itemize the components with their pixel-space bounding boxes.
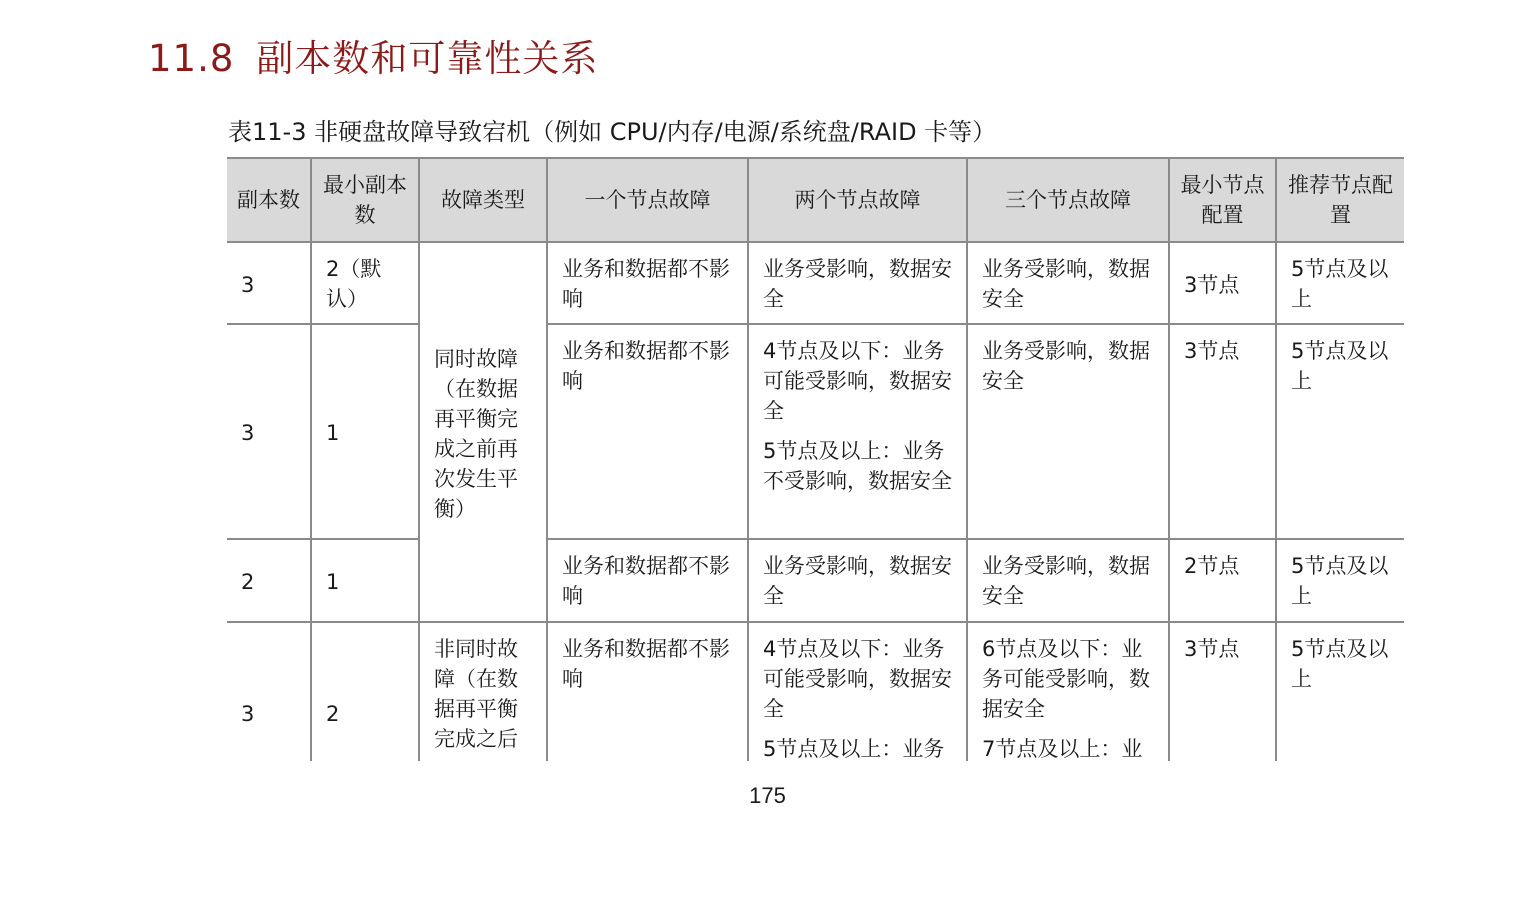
one-node-cell: 业务和数据都不影响 — [547, 242, 748, 324]
three-nodes-cell — [967, 622, 1169, 761]
header-cell: 一个节点故障 — [547, 158, 748, 242]
three-nodes-cell — [967, 242, 1169, 324]
table-caption: 表11-3 非硬盘故障导致宕机（例如 CPU/内存/电源/系统盘/RAID 卡等） — [228, 118, 997, 146]
fault-type-cell: 非同时故障（在数据再平衡完成之后 — [419, 622, 547, 761]
min-replicas-cell: 1 — [311, 324, 419, 539]
one-node-cell: 业务和数据都不影响 — [547, 539, 748, 622]
header-cell: 三个节点故障 — [967, 158, 1169, 242]
min-replicas-cell: 2 — [311, 622, 419, 761]
two-nodes-text: 4节点及以下：业务可能受影响，数据安全 — [763, 637, 952, 721]
min-config-cell: 3节点 — [1169, 242, 1276, 324]
three-nodes-cell — [967, 324, 1169, 539]
header-cell: 两个节点故障 — [748, 158, 967, 242]
section-number: 11.8 — [148, 37, 235, 80]
two-nodes-cell — [748, 324, 967, 539]
section-heading — [148, 28, 598, 82]
replicas-cell: 3 — [227, 242, 311, 324]
fault-type-cell: 同时故障（在数据再平衡完成之前再次发生平衡） — [419, 242, 547, 622]
table-container — [227, 157, 1404, 761]
header-cell: 最小节点配置 — [1169, 158, 1276, 242]
two-nodes-text: 5节点及以上：业务不受影响，数据安全 — [763, 439, 952, 493]
header-cell: 故障类型 — [419, 158, 547, 242]
three-nodes-text: 业务受影响，数据安全 — [982, 257, 1150, 311]
two-nodes-text: 5节点及以上：业务 — [763, 737, 945, 761]
reliability-table — [227, 157, 1404, 761]
table-row — [227, 622, 1404, 761]
replicas-cell: 2 — [227, 539, 311, 622]
header-cell: 副本数 — [227, 158, 311, 242]
replicas-cell: 3 — [227, 324, 311, 539]
table-row — [227, 539, 1404, 622]
recommended-cell: 5节点及以上 — [1276, 324, 1404, 539]
replicas-cell: 3 — [227, 622, 311, 761]
min-replicas-cell: 2（默认） — [311, 242, 419, 324]
table-row — [227, 324, 1404, 539]
table-row — [227, 242, 1404, 324]
min-config-cell: 2节点 — [1169, 539, 1276, 622]
recommended-cell: 5节点及以上 — [1276, 242, 1404, 324]
one-node-cell: 业务和数据都不影响 — [547, 622, 748, 761]
three-nodes-text: 6节点及以下：业务可能受影响，数据安全 — [982, 637, 1150, 721]
min-replicas-cell: 1 — [311, 539, 419, 622]
three-nodes-text: 业务受影响，数据安全 — [982, 554, 1150, 608]
recommended-cell: 5节点及以上 — [1276, 539, 1404, 622]
table-header-row — [227, 158, 1404, 242]
one-node-cell: 业务和数据都不影响 — [547, 324, 748, 539]
min-config-cell: 3节点 — [1169, 622, 1276, 761]
two-nodes-cell — [748, 622, 967, 761]
three-nodes-text: 7节点及以上：业 — [982, 737, 1143, 761]
three-nodes-text: 业务受影响，数据安全 — [982, 339, 1150, 393]
page-number: 175 — [749, 783, 786, 808]
three-nodes-cell — [967, 539, 1169, 622]
recommended-cell: 5节点及以上 — [1276, 622, 1404, 761]
two-nodes-text: 业务受影响，数据安全 — [763, 257, 952, 311]
two-nodes-text: 4节点及以下：业务可能受影响，数据安全 — [763, 339, 952, 423]
two-nodes-cell — [748, 539, 967, 622]
two-nodes-cell — [748, 242, 967, 324]
section-title-text: 副本数和可靠性关系 — [256, 37, 599, 80]
header-cell: 最小副本数 — [311, 158, 419, 242]
header-cell: 推荐节点配置 — [1276, 158, 1404, 242]
two-nodes-text: 业务受影响，数据安全 — [763, 554, 952, 608]
min-config-cell: 3节点 — [1169, 324, 1276, 539]
